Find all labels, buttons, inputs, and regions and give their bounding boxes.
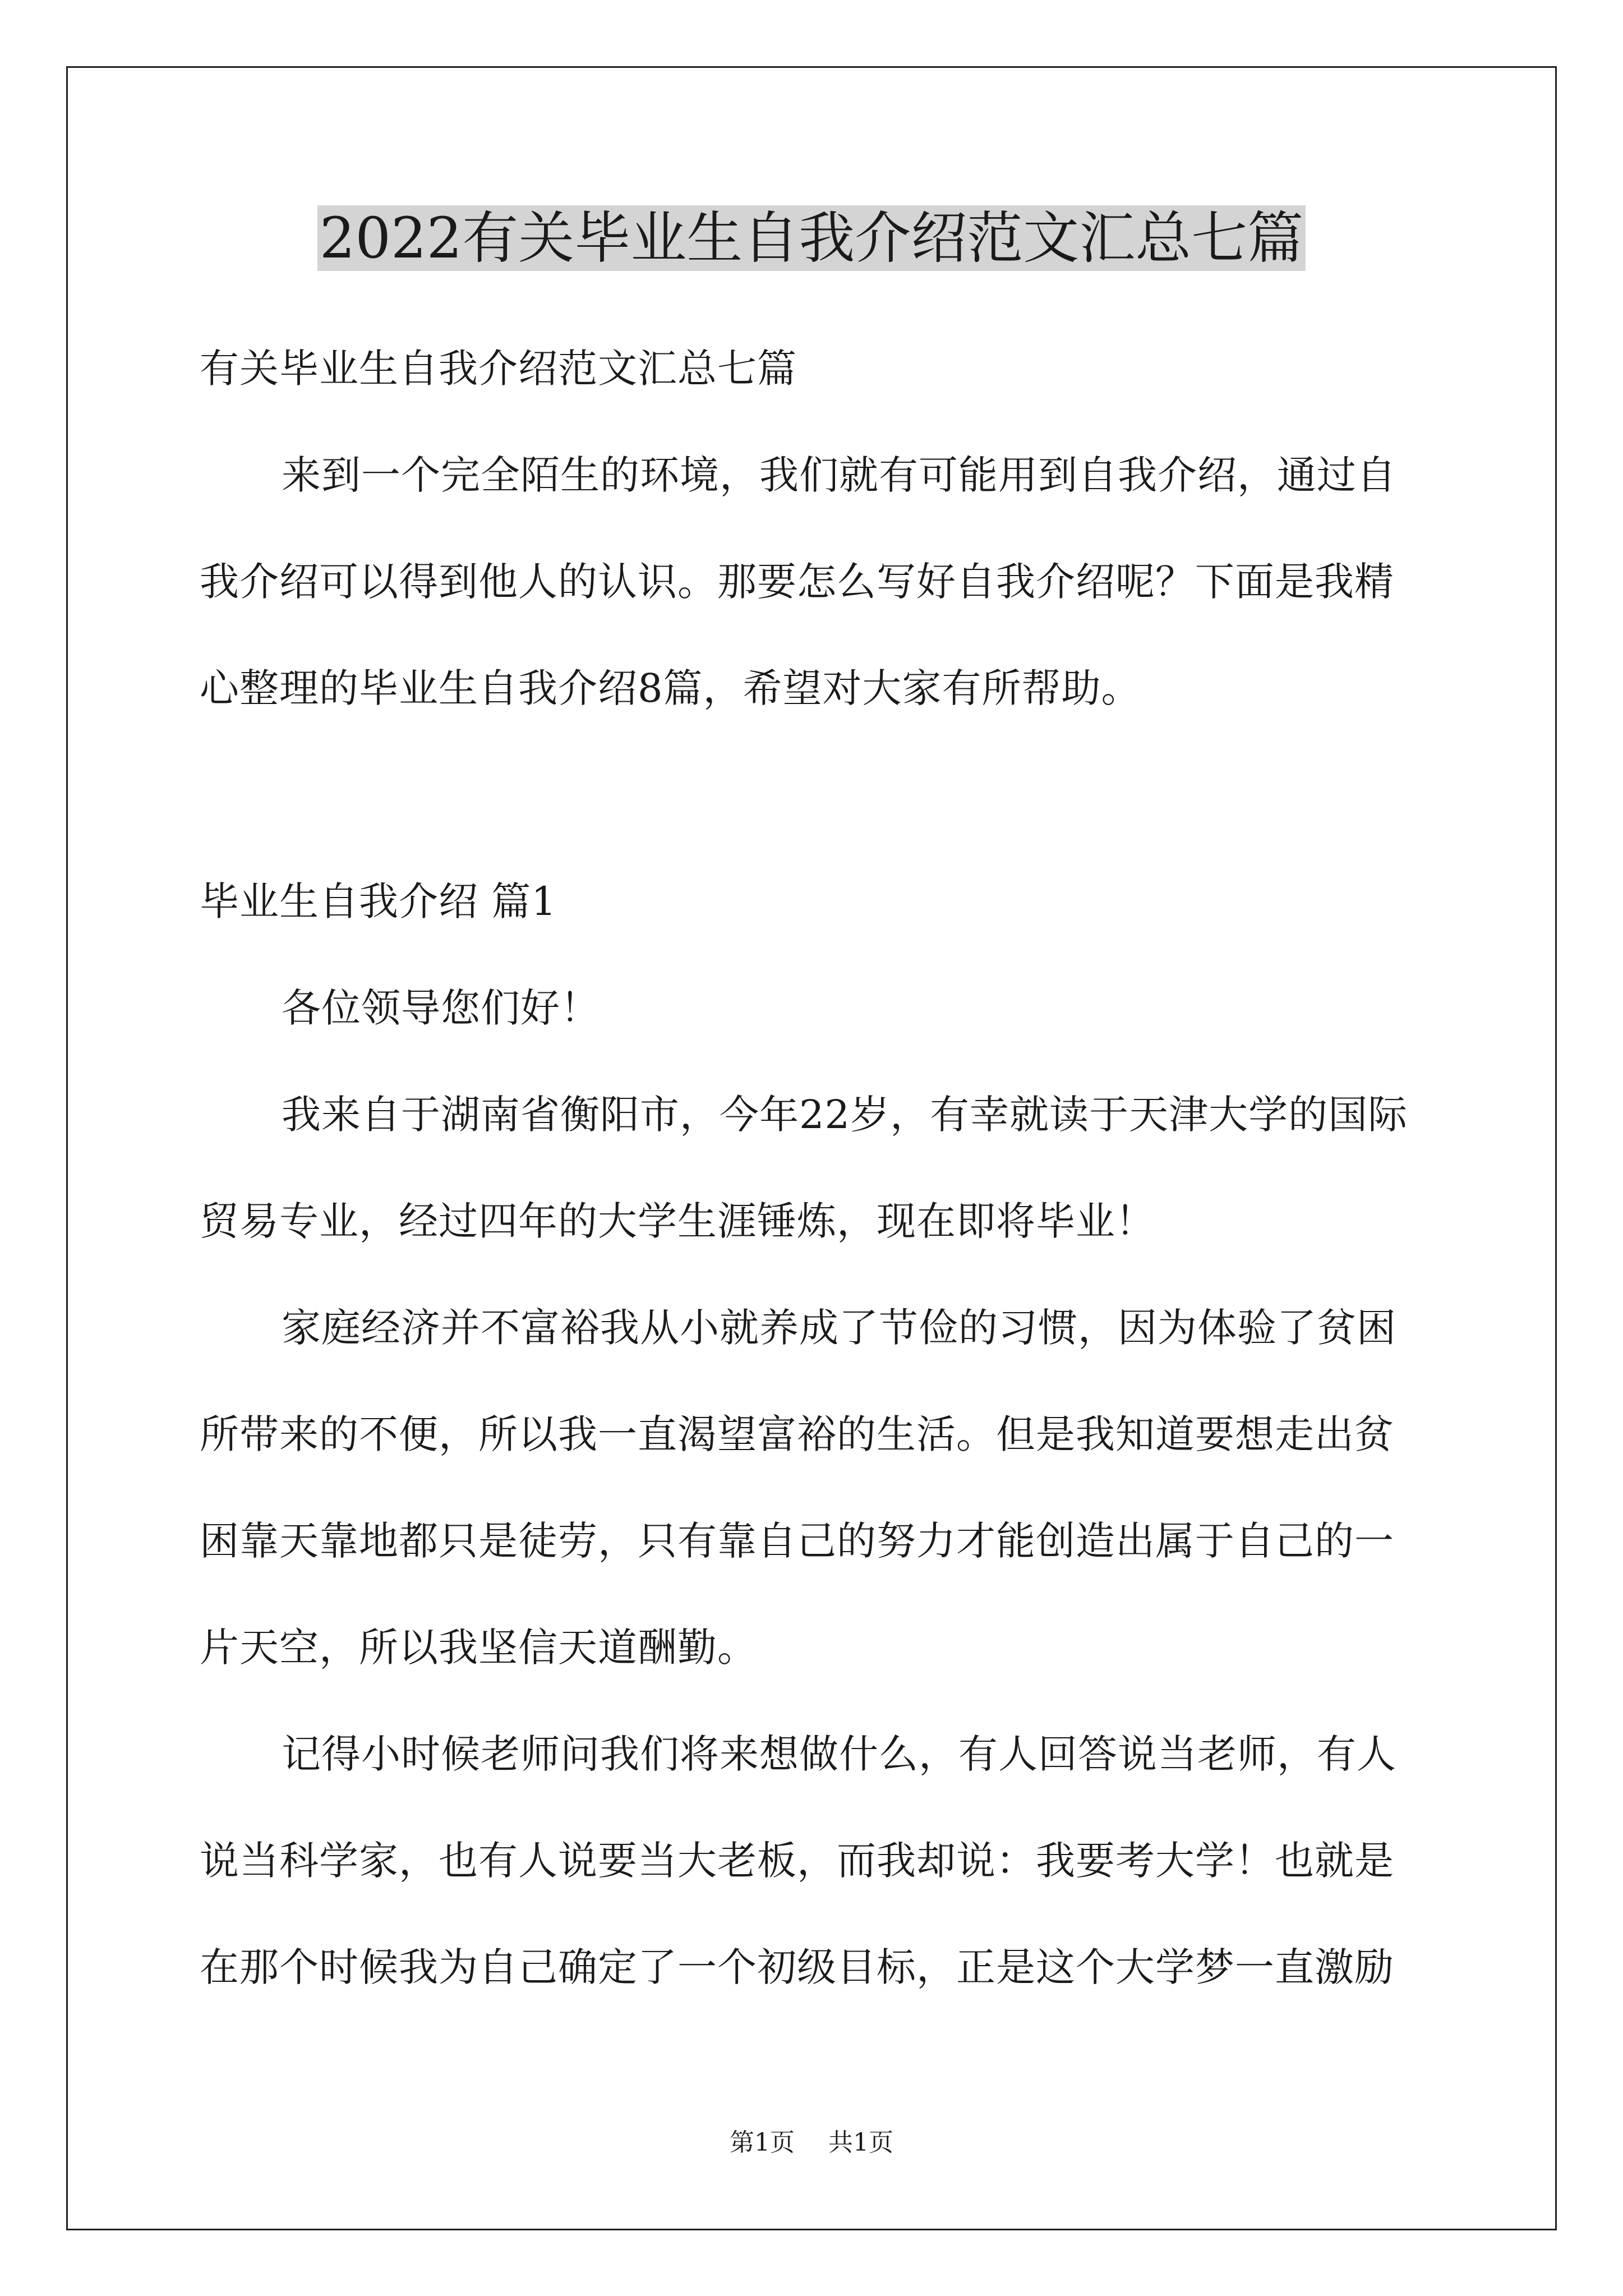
document-body xyxy=(200,315,1427,2021)
para1-line-2: 贸易专业，经过四年的大学生涯锤炼，现在即将毕业！ xyxy=(200,1198,1155,1244)
para2-line-3: 困靠天靠地都只是徒劳，只有靠自己的努力才能创造出属于自己的一 xyxy=(200,1518,1394,1564)
greeting: 各位领导您们好！ xyxy=(282,985,600,1031)
page-total: 共1页 xyxy=(828,2128,893,2157)
para2-line-4: 片天空，所以我坚信天道酬勤。 xyxy=(200,1625,757,1671)
page-footer xyxy=(0,2126,1623,2160)
para3-line-3: 在那个时候我为自己确定了一个初级目标，正是这个大学梦一直激励 xyxy=(200,1944,1394,1990)
intro-line-1: 来到一个完全陌生的环境，我们就有可能用到自我介绍，通过自 xyxy=(282,452,1396,498)
intro-line-3: 心整理的毕业生自我介绍8篇，希望对大家有所帮助。 xyxy=(200,665,1141,711)
para3-line-2: 说当科学家，也有人说要当大老板，而我却说：我要考大学！也就是 xyxy=(200,1838,1394,1884)
section-heading: 毕业生自我介绍 篇1 xyxy=(200,878,557,924)
document-title-text: 2022有关毕业生自我介绍范文汇总七篇 xyxy=(317,205,1306,271)
page-number: 第1页 xyxy=(730,2128,795,2157)
para3-line-1: 记得小时候老师问我们将来想做什么，有人回答说当老师，有人 xyxy=(282,1731,1396,1777)
subtitle: 有关毕业生自我介绍范文汇总七篇 xyxy=(200,346,797,392)
intro-line-2: 我介绍可以得到他人的认识。那要怎么写好自我介绍呢？下面是我精 xyxy=(200,559,1394,605)
document-title xyxy=(0,196,1623,280)
para2-line-2: 所带来的不便，所以我一直渴望富裕的生活。但是我知道要想走出贫 xyxy=(200,1411,1394,1457)
para1-line-1: 我来自于湖南省衡阳市，今年22岁，有幸就读于天津大学的国际 xyxy=(282,1092,1408,1138)
para2-line-1: 家庭经济并不富裕我从小就养成了节俭的习惯，因为体验了贫困 xyxy=(282,1305,1396,1351)
paragraph-spacer xyxy=(200,742,1427,848)
